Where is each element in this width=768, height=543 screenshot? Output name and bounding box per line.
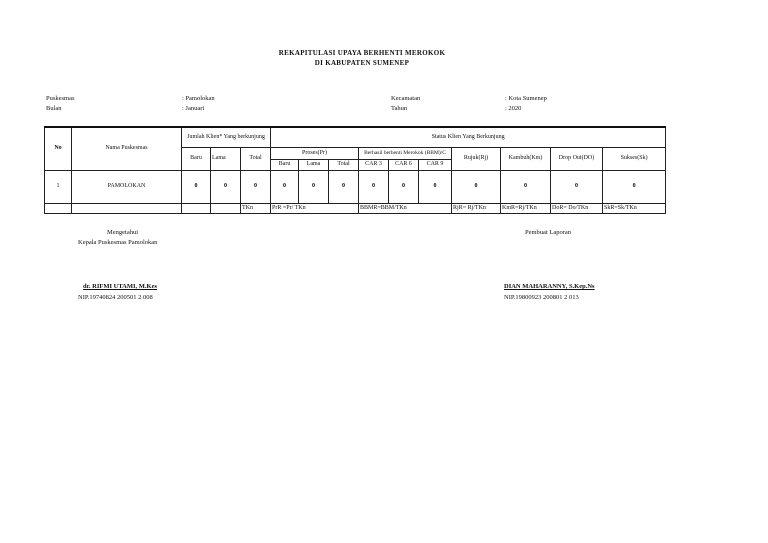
- header-sukses: Sukses(Sk): [603, 147, 666, 170]
- table-row: [45, 170, 666, 203]
- formula-empty-baru: [182, 203, 211, 213]
- formula-tkn: TKn: [241, 203, 271, 213]
- puskesmas-label: Puskesmas: [46, 95, 75, 102]
- bulan-label: Bulan: [46, 105, 62, 112]
- formula-skr: SkR=Sk/TKn: [603, 203, 666, 213]
- header-proses-baru: Baru: [271, 159, 299, 170]
- left-signer-name: dr. RIFMI UTAMI, M.Kes: [83, 283, 158, 290]
- header-berhasil-berhenti: Berhasil berhenti Merokok (BBM)/C: [359, 147, 452, 159]
- right-signer-nip: NIP.19800923 200801 2 013: [504, 294, 579, 301]
- header-kambuh: Kambuh(Km): [501, 147, 551, 170]
- header-rujuk: Rujuk(Rj): [452, 147, 501, 170]
- cell-baru: 0: [182, 170, 211, 203]
- right-caption-pembuat: Pembuat Laporan: [525, 229, 572, 236]
- header-jumlah-klien: Jumlah Klien* Yang berkunjung: [182, 127, 271, 147]
- cell-car6: 0: [389, 170, 419, 203]
- header-total: Total: [241, 147, 271, 170]
- tahun-label: Tahun: [391, 105, 408, 112]
- cell-sukses: 0: [603, 170, 666, 203]
- report-title-line1: REKAPITULASI UPAYA BERHENTI MEROKOK: [278, 49, 446, 57]
- cell-proses-lama: 0: [299, 170, 329, 203]
- cell-total: 0: [241, 170, 271, 203]
- formula-empty-lama: [211, 203, 241, 213]
- cell-lama: 0: [211, 170, 241, 203]
- formula-rjr: RjR= Rj/TKn: [452, 203, 501, 213]
- cell-kambuh: 0: [501, 170, 551, 203]
- row-no: 1: [45, 170, 72, 203]
- header-baru: Baru: [182, 147, 211, 170]
- header-proses-lama: Lama: [299, 159, 329, 170]
- formula-kmr: KmR=Rj/TKn: [501, 203, 551, 213]
- report-title-line2: DI KABUPATEN SUMENEP: [314, 59, 410, 67]
- cell-car9: 0: [419, 170, 452, 203]
- formula-empty-no: [45, 203, 72, 213]
- cell-proses-total: 0: [329, 170, 359, 203]
- formula-empty-nama: [72, 203, 182, 213]
- left-signer-nip: NIP.19740824 200501 2 008: [78, 294, 153, 301]
- row-nama-puskesmas: PAMOLOKAN: [72, 170, 182, 203]
- header-drop-out: Drop Out(DO): [551, 147, 603, 170]
- header-proses: Proses(Pr): [271, 147, 359, 159]
- header-lama: Lama: [211, 147, 241, 170]
- header-car3: CAR 3: [359, 159, 389, 170]
- formula-row: [45, 203, 666, 213]
- formula-prr: PrR =Pr/ TKn: [271, 203, 359, 213]
- tahun-value: : 2020: [505, 105, 522, 112]
- kecamatan-label: Kecamatan: [391, 95, 421, 102]
- formula-dor: DoR= Do/TKn: [551, 203, 603, 213]
- right-signer-name: DIAN MAHARANNY, S.Kep.Ns: [504, 283, 595, 290]
- recap-table: [44, 126, 666, 214]
- cell-proses-baru: 0: [271, 170, 299, 203]
- bulan-value: : Januari: [182, 105, 205, 112]
- header-car6: CAR 6: [389, 159, 419, 170]
- left-caption-mengetahui: Mengetahui: [107, 229, 139, 236]
- formula-bbmr: BBMR=BBM/TKn: [359, 203, 452, 213]
- cell-drop-out: 0: [551, 170, 603, 203]
- left-caption-kepala: Kepala Puskesmas Pamolokan: [78, 239, 158, 246]
- puskesmas-value: : Pamolokan: [182, 95, 215, 102]
- header-nama-puskesmas: Nama Puskesmas: [72, 127, 182, 170]
- kecamatan-value: : Kota Sumenep: [505, 95, 547, 102]
- header-status-klien: Status Klien Yang Berkunjung: [271, 127, 666, 147]
- header-car9: CAR 9: [419, 159, 452, 170]
- cell-car3: 0: [359, 170, 389, 203]
- cell-rujuk: 0: [452, 170, 501, 203]
- header-no: No: [45, 127, 72, 170]
- header-proses-total: Total: [329, 159, 359, 170]
